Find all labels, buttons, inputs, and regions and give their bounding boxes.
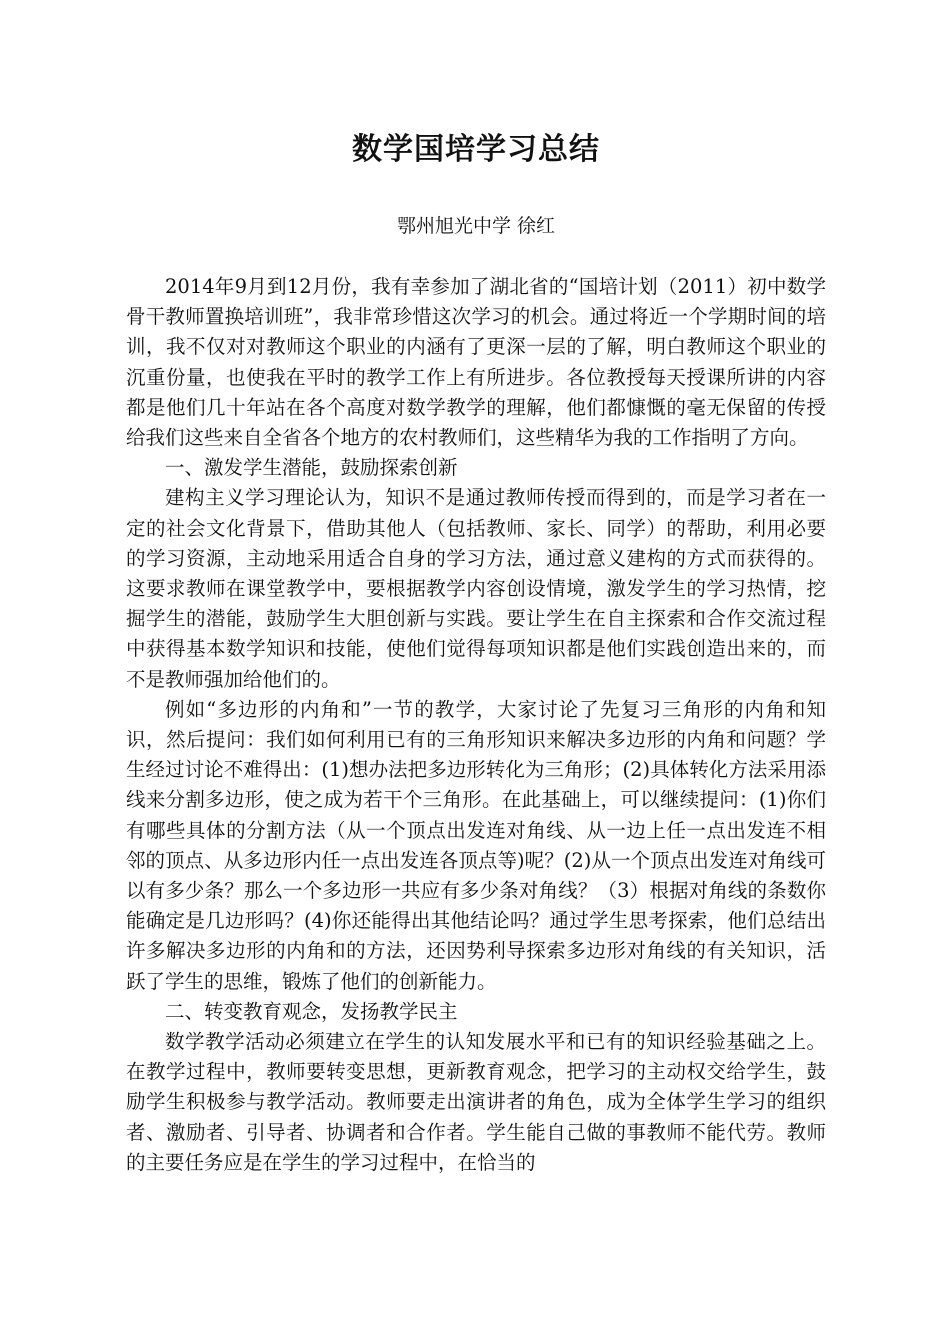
section-heading-1: 一、激发学生潜能，鼓励探索创新 <box>165 456 458 480</box>
document-title: 数学国培学习总结 <box>352 132 600 167</box>
section-1-paragraph-2: 例如“多边形的内角和”一节的教学，大家讨论了先复习三角形的内角和知识，然后提问：我们如何利用已有的三角形知识来解决多边形的内角和问题？学生经过讨论不难得出：(1)想办法把多边形转化为三角形；(2)具体转化方法采用添线来分割多边形，使之成为若干个三角形。在此基础上，可以继续提问：(1)你们有哪些具体的分割方法（从一个顶点出发连对角线、从一边上任一点出发连不相邻的顶点、从多边形内任一点出发连各顶点等)呢？(2)从一个顶点出发连对角线可以有多少条？那么一个多边形一共应有多少条对角线？（3）根据对角线的条数你能确定是几边形吗？(4)你还能得出其他结论吗？通过学生思考探索，他们总结出许多解决多边形的内角和的方法，还因势利导探索多边形对角线的有关知识，活跃了学生的思维，锻炼了他们的创新能力。 <box>126 697 826 993</box>
document-body <box>126 272 826 1178</box>
intro-paragraph: 2014年9月到12月份，我有幸参加了湖北省的“国培计划（2011）初中数学骨干教师置换培训班”，我非常珍惜这次学习的机会。通过将近一个学期时间的培训，我不仅对对教师这个职业的内涵有了更深一层的了解，明白教师这个职业的沉重份量，也使我在平时的教学工作上有所进步。各位教授每天授课所讲的内容都是他们几十年站在各个高度对数学教学的理解，他们都慷慨的毫无保留的传授给我们这些来自全省各个地方的农村教师们，这些精华为我的工作指明了方向。 <box>126 275 826 450</box>
section-1-paragraph-1: 建构主义学习理论认为，知识不是通过教师传授而得到的，而是学习者在一定的社会文化背景下，借助其他人（包括教师、家长、同学）的帮助，利用必要的学习资源，主动地采用适合自身的学习方法，通过意义建构的方式而获得的。这要求教师在课堂教学中，要根据教学内容创设情境，激发学生的学习热情，挖掘学生的潜能，鼓励学生大胆创新与实践。要让学生在自主探索和合作交流过程中获得基本数学知识和技能，使他们觉得每项知识都是他们实践创造出来的，而不是教师强加给他们的。 <box>126 486 826 691</box>
section-2-paragraph-1: 数学教学活动必须建立在学生的认知发展水平和已有的知识经验基础之上。在教学过程中，教师要转变思想，更新教育观念，把学习的主动权交给学生，鼓励学生积极参与教学活动。教师要走出演讲者的角色，成为全体学生学习的组织者、激励者、引导者、协调者和合作者。学生能自己做的事教师不能代劳。教师的主要任务应是在学生的学习过程中，在恰当的 <box>126 1030 826 1174</box>
author-line: 鄂州旭光中学 徐红 <box>396 215 556 237</box>
section-heading-2: 二、转变教育观念，发扬教学民主 <box>165 999 458 1023</box>
